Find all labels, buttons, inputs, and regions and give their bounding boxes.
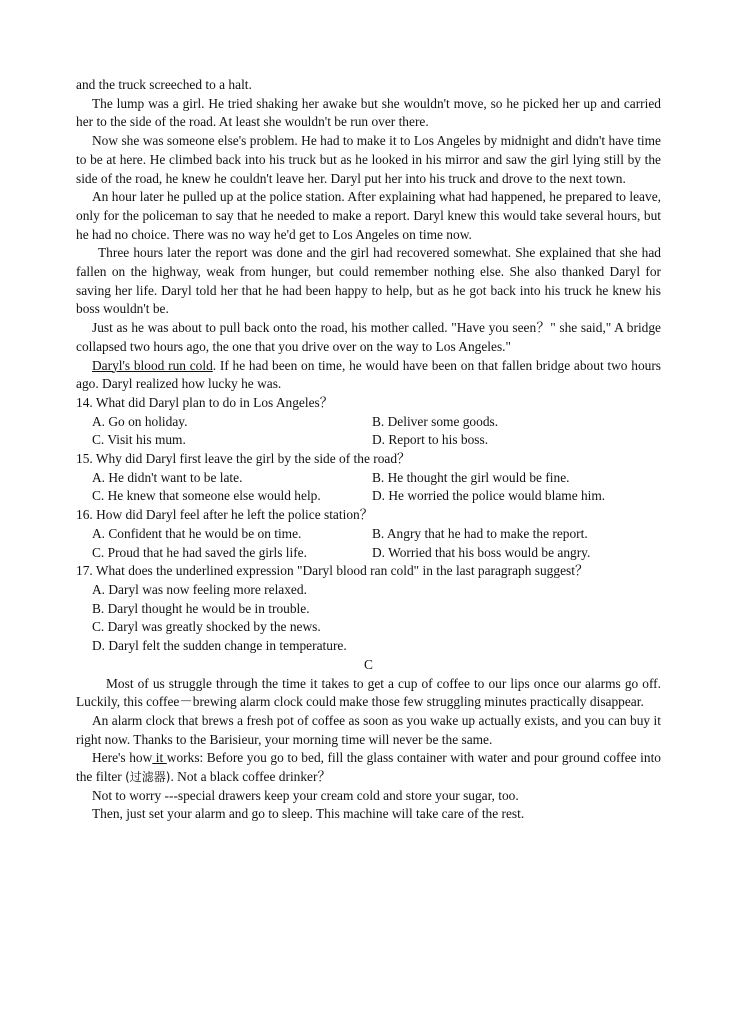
paragraph-3-middle: works: Before you go to bed, fill the glass container with water and pour ground coffee into the filter: [76, 750, 661, 785]
question-stem: 15. Why did Daryl first leave the girl by the side of the road？: [76, 451, 411, 467]
option-b: B. Daryl thought he would be in trouble.: [92, 600, 310, 616]
passage-b-paragraph-3: Now she was someone else's problem. He had to make it to Los Angeles by midnight and didn't have time to be at here. He climbed back into his truck but as he looked in his mirror and saw the girl lying still by the side of the road, he knew he couldn't leave her. Daryl put her into his truck and drove to the next town.: [76, 133, 661, 186]
question-stem: 17. What does the underlined expression "Daryl blood ran cold" in the last paragraph suggest？: [76, 563, 589, 579]
underlined-it: it: [152, 750, 167, 766]
passage-c-paragraph-1: Most of us struggle through the time it takes to get a cup of coffee to our lips once our alarms go off. Luckily, this coffee－brewing alarm clock could make those few struggling minutes practically disappear.: [76, 675, 661, 710]
passage-b-paragraph-7: [76, 357, 661, 394]
option-c: C. Visit his mum.: [92, 432, 186, 448]
option-a: A. Confident that he would be on time.: [92, 525, 302, 541]
option-d: D. Report to his boss.: [372, 432, 489, 448]
option-b: B. Angry that he had to make the report.: [372, 525, 588, 541]
page-content: [76, 76, 661, 824]
chinese-gloss: (过滤器): [125, 770, 171, 785]
paragraph-3-start: Here's how: [92, 750, 153, 766]
option-d: D. Daryl felt the sudden change in temperature.: [92, 638, 347, 654]
question-16: [76, 506, 661, 562]
option-d: D. Worried that his boss would be angry.: [372, 544, 591, 560]
question-14: [76, 394, 661, 450]
passage-b-paragraph-1: and the truck screeched to a halt.: [76, 77, 252, 92]
passage-b-paragraph-5: Three hours later the report was done and the girl had recovered somewhat. She explained that she had fallen on the highway, weak from hunger, but could remember nothing else. She also thanked Daryl for saving her life. Daryl told her that he had been happy to help, but as he got back into his truck he knew his boss wouldn't be.: [76, 245, 661, 317]
question-17: [76, 562, 661, 656]
passage-c-paragraph-4: Not to worry ---special drawers keep your cream cold and store your sugar, too.: [92, 787, 519, 803]
paragraph-3-end: . Not a black coffee drinker？: [170, 769, 331, 785]
option-a: A. Go on holiday.: [92, 413, 188, 429]
option-c: C. Proud that he had saved the girls life.: [92, 544, 307, 560]
option-b: B. He thought the girl would be fine.: [372, 469, 570, 485]
section-c-heading: C: [364, 656, 373, 672]
question-stem: 14. What did Daryl plan to do in Los Angeles？: [76, 394, 334, 410]
option-a: A. He didn't want to be late.: [92, 469, 243, 485]
option-b: B. Deliver some goods.: [372, 413, 499, 429]
underlined-expression: Daryl's blood run cold: [92, 357, 213, 373]
passage-c-paragraph-5: Then, just set your alarm and go to sleep. This machine will take care of the rest.: [92, 806, 525, 822]
option-a: A. Daryl was now feeling more relaxed.: [92, 581, 307, 597]
passage-b-paragraph-4: An hour later he pulled up at the police station. After explaining what had happened, he prepared to leave, only for the policeman to say that he needed to make a report. Daryl knew this would take several hours, but he had no choice. There was no way he'd get to Los Angeles on time now.: [76, 189, 661, 242]
passage-b-paragraph-6: Just as he was about to pull back onto the road, his mother called. "Have you seen？" she said," A bridge collapsed two hours ago, the one that you drive over on the way to Los Angeles.": [76, 320, 661, 354]
passage-b-paragraph-2: The lump was a girl. He tried shaking her awake but she wouldn't move, so he picked her up and carried her to the side of the road. At least she wouldn't be run over there.: [76, 95, 661, 130]
passage-c-paragraph-2: An alarm clock that brews a fresh pot of coffee as soon as you wake up actually exists, and you can buy it right now. Thanks to the Barisieur, your morning time will never be the same.: [76, 712, 661, 747]
question-15: [76, 450, 661, 506]
question-stem: 16. How did Daryl feel after he left the police station？: [76, 507, 374, 523]
option-c: C. He knew that someone else would help.: [92, 488, 321, 504]
option-c: C. Daryl was greatly shocked by the news.: [92, 619, 321, 635]
paragraph-7-rest: . If he had been on time, he would have been on that fallen bridge about two hours ago. Daryl realized how lucky he was.: [76, 357, 662, 392]
passage-c-paragraph-3: [76, 749, 661, 786]
option-d: D. He worried the police would blame him.: [372, 488, 606, 504]
